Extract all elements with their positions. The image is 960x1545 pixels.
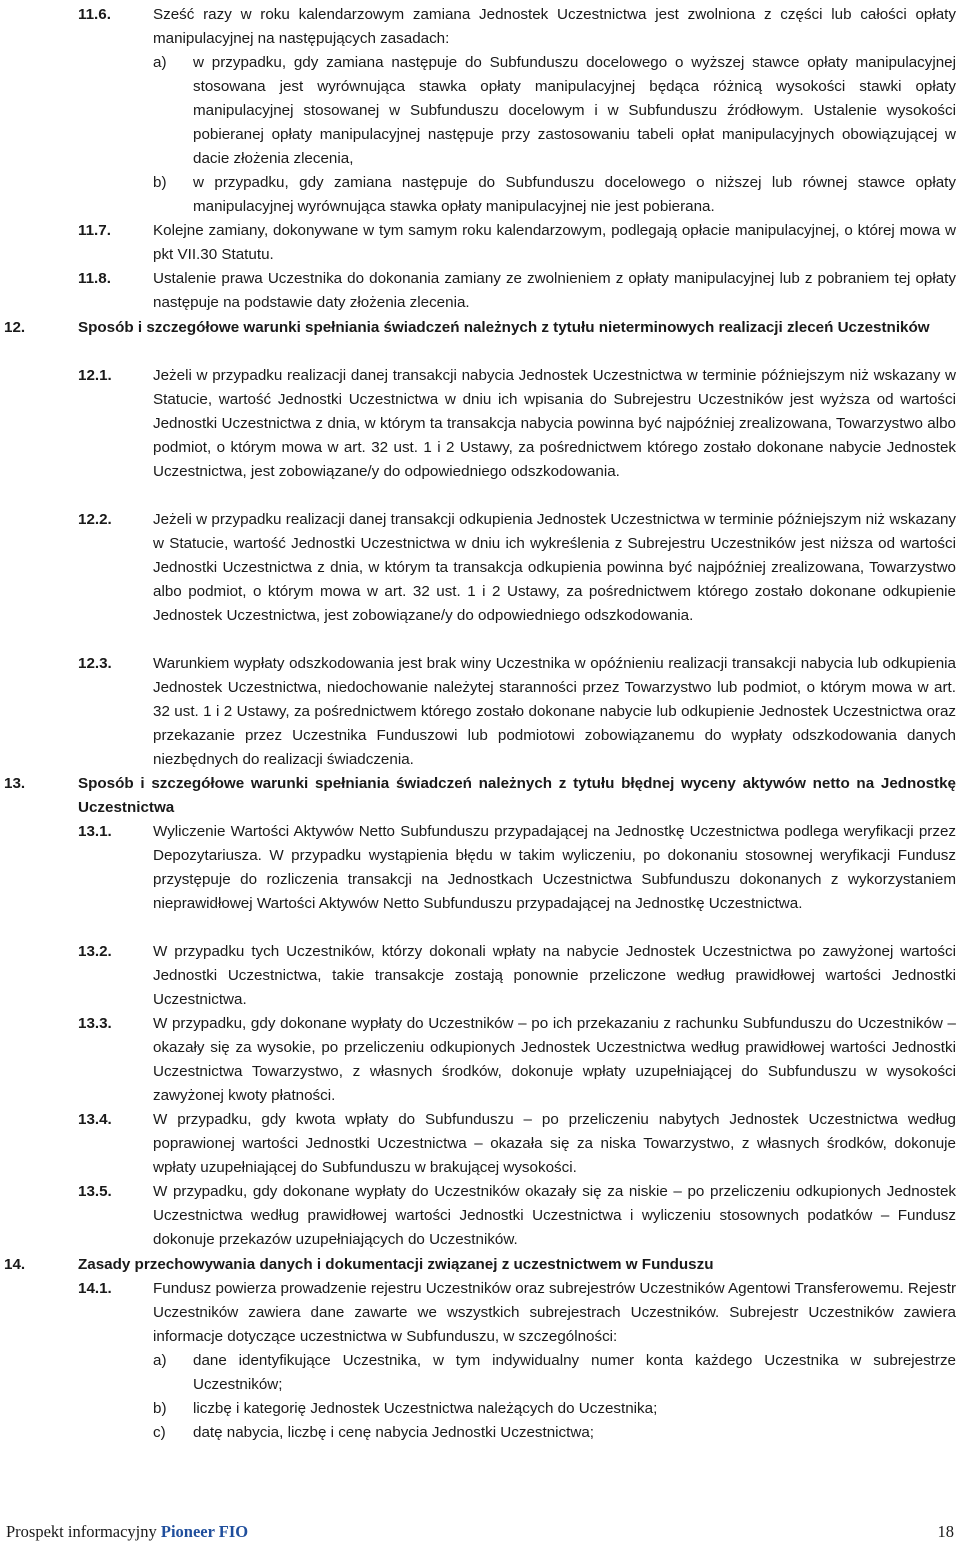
paragraph-12-1 (78, 364, 956, 484)
page-footer (6, 1522, 248, 1542)
paragraph-number: 13.4. (78, 1111, 112, 1128)
section-title: Sposób i szczegółowe warunki spełniania świadczeń należnych z tytułu nieterminowych realizacji zleceń Uczestników (78, 319, 930, 336)
paragraph-13-4 (78, 1108, 956, 1180)
paragraph-number: 12.3. (78, 655, 112, 672)
paragraph-14-1 (78, 1277, 956, 1349)
paragraph-text: Wyliczenie Wartości Aktywów Netto Subfunduszu przypadającej na Jednostkę Uczestnictwa podlega weryfikacji przez Depozytariusza. W przypadku wystąpienia błędu w takim wyliczeniu, po dokonaniu stosownej weryfikacji Fundusz przystępuje do rozliczenia transakcji na Jednostkach Uczestnictwa Subfunduszu dokonanych z wykorzystaniem nieprawidłowej Wartości Aktywów Netto Subfunduszu przypadającej na Jednostkę Uczestnictwa. (153, 823, 956, 912)
list-marker: b) (153, 1400, 167, 1417)
paragraph-number: 12.2. (78, 511, 112, 528)
footer-title: Prospekt informacyjny (6, 1522, 157, 1541)
list-marker: a) (153, 1352, 167, 1369)
paragraph-number: 12.1. (78, 367, 112, 384)
list-item-a (153, 51, 956, 171)
paragraph-13-2 (78, 940, 956, 1012)
paragraph-text: Sześć razy w roku kalendarzowym zamiana Jednostek Uczestnictwa jest zwolniona z części lub całości opłaty manipulacyjnej na następujących zasadach: (153, 6, 956, 47)
paragraph-text: Jeżeli w przypadku realizacji danej transakcji odkupienia Jednostek Uczestnictwa w terminie późniejszym niż wskazany w Statucie, wartość Jednostki Uczestnictwa w dniu ich wykreślenia z Subrejestru Uczestników jest niższa od wartości Jednostki Uczestnictwa z dnia, w którym ta transakcja odkupienia powinna być najpóźniej zrealizowana, Towarzystwo albo podmiot, o którym mowa w art. 32 ust. 1 i 2 Ustawy, za pośrednictwem którego zostało dokonane odkupienie Jednostek Uczestnictwa, jest zobowiązane/y do odpowiedniego odszkodowania. (153, 511, 956, 624)
list-marker: a) (153, 54, 167, 71)
paragraph-number: 11.6. (78, 6, 111, 23)
list-item-text: liczbę i kategorię Jednostek Uczestnictwa należących do Uczestnika; (193, 1400, 658, 1417)
list-item-text: dane identyfikujące Uczestnika, w tym indywidualny numer konta każdego Uczestnika w subrejestrze Uczestników; (193, 1352, 956, 1393)
paragraph-number: 13.1. (78, 823, 112, 840)
paragraph-13-5 (78, 1180, 956, 1252)
list-marker: b) (153, 174, 167, 191)
paragraph-11-7 (78, 219, 956, 267)
list-item-b (153, 171, 956, 219)
paragraph-number: 11.8. (78, 270, 111, 287)
paragraph-text: Kolejne zamiany, dokonywane w tym samym roku kalendarzowym, podlegają opłacie manipulacyjnej, o której mowa w pkt VII.30 Statutu. (153, 222, 956, 263)
paragraph-text: Ustalenie prawa Uczestnika do dokonania zamiany ze zwolnieniem z opłaty manipulacyjnej lub z pobraniem tej opłaty następuje na podstawie daty złożenia zlecenia. (153, 270, 956, 311)
paragraph-12-2 (78, 508, 956, 628)
paragraph-number: 11.7. (78, 222, 111, 239)
paragraph-11-6 (78, 3, 956, 51)
list-item-c (153, 1421, 956, 1445)
section-number: 12. (4, 319, 26, 336)
paragraph-12-3 (78, 652, 956, 772)
footer-brand: Pioneer FIO (160, 1522, 249, 1541)
page-number: 18 (937, 1522, 954, 1541)
list-marker: c) (153, 1424, 166, 1441)
paragraph-13-3 (78, 1012, 956, 1108)
section-title: Sposób i szczegółowe warunki spełniania świadczeń należnych z tytułu błędnej wyceny aktywów netto na Jednostkę Uczestnictwa (78, 775, 956, 816)
paragraph-text: Jeżeli w przypadku realizacji danej transakcji nabycia Jednostek Uczestnictwa w terminie późniejszym niż wskazany w Statucie, wartość Jednostki Uczestnictwa w dniu ich wpisania do Subrejestru Uczestników jest wyższa od wartości Jednostki Uczestnictwa z dnia, w którym ta transakcja nabycia powinna być najpóźniej zrealizowana, Towarzystwo albo podmiot, o którym mowa w art. 32 ust. 1 i 2 Ustawy, za pośrednictwem którego zostało dokonane nabycie Jednostek Uczestnictwa, jest zobowiązane/y do odpowiedniego odszkodowania. (153, 367, 956, 480)
section-number: 14. (4, 1256, 26, 1273)
section-14-heading (4, 1253, 956, 1277)
paragraph-text: Warunkiem wypłaty odszkodowania jest brak winy Uczestnika w opóźnieniu realizacji transakcji nabycia lub odkupienia Jednostek Uczestnictwa, niedochowanie należytej staranności przez Towarzystwo lub podmiot, o którym mowa w art. 32 ust. 1 i 2 Ustawy, za pośrednictwem którego zostało dokonane nabycie lub odkupienie Jednostek Uczestnictwa oraz przekazanie przez Uczestnika Funduszowi lub podmiotowi zobowiązanemu do wypłaty odszkodowania danych niezbędnych do realizacji świadczenia. (153, 655, 956, 768)
section-12-heading (4, 316, 956, 340)
paragraph-number: 13.5. (78, 1183, 112, 1200)
list-item-text: w przypadku, gdy zamiana następuje do Subfunduszu docelowego o niższej lub równej stawce opłaty manipulacyjnej wyrównująca stawka opłaty manipulacyjnej nie jest pobierana. (193, 174, 956, 215)
paragraph-text: Fundusz powierza prowadzenie rejestru Uczestników oraz subrejestrów Uczestników Agentowi Transferowemu. Rejestr Uczestników zawiera dane zawarte we wszystkich subrejestrach Uczestników. Subrejestr Uczestników zawiera informacje dotyczące uczestnictwa w Subfunduszu, w szczególności: (153, 1280, 956, 1345)
section-title: Zasady przechowywania danych i dokumentacji związanej z uczestnictwem w Funduszu (78, 1256, 714, 1273)
paragraph-number: 13.2. (78, 943, 112, 960)
section-13-heading (4, 772, 956, 820)
list-item-a (153, 1349, 956, 1397)
list-item-text: datę nabycia, liczbę i cenę nabycia Jednostki Uczestnictwa; (193, 1424, 594, 1441)
paragraph-number: 13.3. (78, 1015, 112, 1032)
paragraph-13-1 (78, 820, 956, 916)
list-item-b (153, 1397, 956, 1421)
list-item-text: w przypadku, gdy zamiana następuje do Subfunduszu docelowego o wyższej stawce opłaty manipulacyjnej stosowana jest wyrównująca stawka opłaty manipulacyjnej będąca różnicą wysokości stawki opłaty manipulacyjnej stosowanej w Subfunduszu docelowym i w Subfunduszu źródłowym. Ustalenie wysokości pobieranej opłaty manipulacyjnej następuje przy zastosowaniu tabeli opłat manipulacyjnych obowiązującej w dacie złożenia zlecenia, (193, 54, 956, 167)
paragraph-number: 14.1. (78, 1280, 112, 1297)
paragraph-text: W przypadku, gdy dokonane wypłaty do Uczestników – po ich przekazaniu z rachunku Subfunduszu do Uczestników – okazały się za wysokie, po przeliczeniu odkupionych Jednostek Uczestnictwa według prawidłowej wartości Jednostki Uczestnictwa Towarzystwo, z własnych środków, dokonuje wpłaty uzupełniającej do Subfunduszu w wysokości zawyżonej kwoty płatności. (153, 1015, 956, 1104)
paragraph-11-8 (78, 267, 956, 315)
paragraph-text: W przypadku, gdy kwota wpłaty do Subfunduszu – po przeliczeniu nabytych Jednostek Uczestnictwa według poprawionej wartości Jednostki Uczestnictwa – okazała się za niska Towarzystwo, z własnych środków, dokonuje wpłaty uzupełniającej do Subfunduszu w brakującej wysokości. (153, 1111, 956, 1176)
paragraph-text: W przypadku, gdy dokonane wypłaty do Uczestników okazały się za niskie – po przeliczeniu odkupionych Jednostek Uczestnictwa według prawidłowej wartości Jednostki Uczestnictwa i wyliczeniu stosownych podatków – Fundusz dokonuje przekazów uzupełniających do Uczestników. (153, 1183, 956, 1248)
section-number: 13. (4, 775, 26, 792)
paragraph-text: W przypadku tych Uczestników, którzy dokonali wpłaty na nabycie Jednostek Uczestnictwa po zawyżonej wartości Jednostki Uczestnictwa, takie transakcje zostają ponownie przeliczone według prawidłowej wartości Jednostki Uczestnictwa. (153, 943, 956, 1008)
